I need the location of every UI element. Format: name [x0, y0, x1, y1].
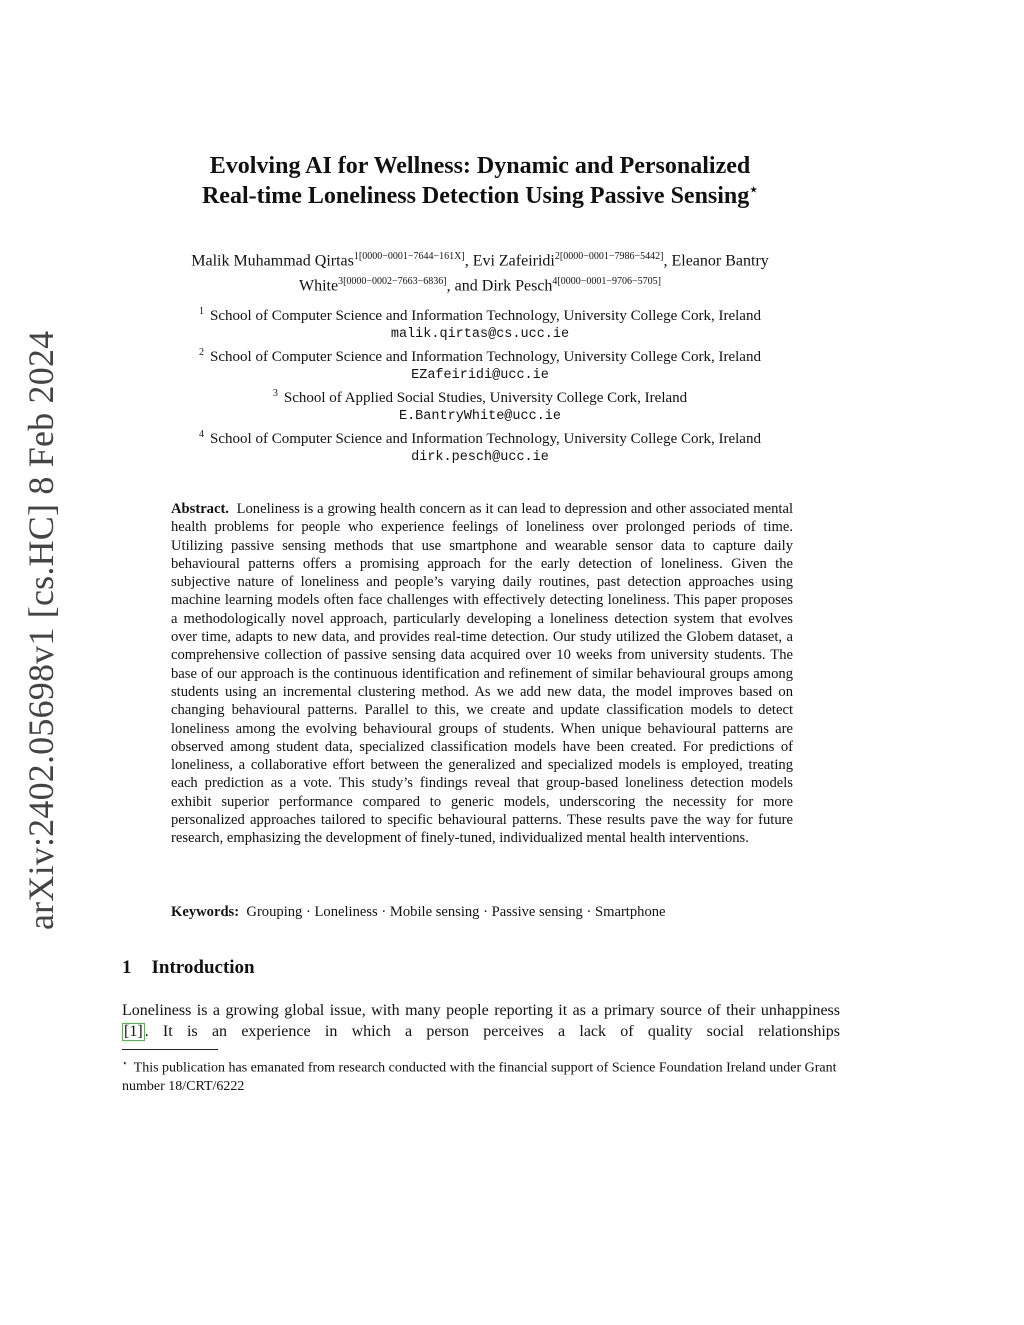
author-orcid: 2[0000−0001−7986−5442] — [554, 251, 664, 262]
footnote-mark: ⋆ — [122, 1058, 128, 1068]
section-number: 1 — [122, 957, 132, 978]
footnote-rule — [122, 1049, 218, 1050]
paper-title — [120, 151, 840, 211]
affiliation-number: 2 — [199, 347, 205, 358]
author-name: Malik Muhammad Qirtas — [191, 252, 354, 270]
author-separator: , — [464, 252, 473, 270]
title-line-2-text: Real-time Loneliness Detection Using Passive Sensing — [201, 183, 750, 209]
author-name: Eleanor Bantry White — [298, 252, 769, 295]
title-line-1: Evolving AI for Wellness: Dynamic and Personalized — [209, 153, 751, 179]
affiliation-text: School of Computer Science and Information Technology, University College Cork, Ireland — [210, 308, 761, 324]
affiliation-number: 4 — [199, 429, 205, 440]
section-heading — [122, 957, 255, 979]
keywords-text: Grouping · Loneliness · Mobile sensing · Passive sensing · Smartphone — [246, 904, 666, 920]
author-separator: , — [663, 252, 672, 270]
title-footnote-mark: ⋆ — [749, 183, 759, 198]
affiliation-email[interactable]: EZafeiridi@ucc.ie — [411, 367, 549, 383]
intro-text-start: Loneliness is a growing global issue, with many people reporting it as a primary source of their unhappiness — [122, 1002, 840, 1019]
abstract-text: Loneliness is a growing health concern as it can lead to depression and other associated mental health problems for people who experience feelings of loneliness over prolonged periods of time. Utilizing passive sensing methods that use smartphone and wearable sensor data to capture daily behavioural patterns offers a promising approach for the early detection of loneliness. Given the subjective nature of loneliness and people’s varying daily routines, past detection approaches using machine learning models often face challenges with effectively detecting loneliness. This paper proposes a methodologically novel approach, particularly developing a loneliness detection system that evolves over time, adapts to new data, and provides real-time detection. Our study utilized the Globem dataset, a comprehensive collection of passive sensing data acquired over 10 weeks from university students. The base of our approach is the continuous identification and refinement of similar behavioural groups among students using an incremental clustering method. As we add new data, the model improves based on changing behavioural patterns. Parallel to this, we create and update classification models to detect loneliness among the evolving behavioural groups of students. When unique behavioural patterns are observed among student data, specialized classification models have been created. For predictions of loneliness, a collaborative effort between the generalized and specialized models is employed, treating each prediction as a vote. This study’s findings reveal that group-based loneliness detection models exhibit superior performance compared to generic models, underscoring the necessity for more personalized approaches tailored to specific behavioural patterns. These results pave the way for future research, emphasizing the development of finely-tuned, individualized mental health interventions. — [171, 501, 793, 847]
arxiv-stamp: arXiv:2402.05698v1 [cs.HC] 8 Feb 2024 — [21, 330, 61, 930]
affiliation-email[interactable]: malik.qirtas@cs.ucc.ie — [390, 326, 570, 342]
author-orcid: 1[0000−0001−7644−161X] — [353, 251, 465, 262]
footnote — [122, 1054, 840, 1096]
author-orcid: 4[0000−0001−9706−5705] — [552, 276, 662, 288]
affiliations — [150, 303, 810, 467]
section-title: Introduction — [151, 957, 255, 978]
affiliation — [150, 385, 810, 408]
footnote-text: This publication has emanated from research conducted with the financial support of Science Foundation Ireland under Grant number 18/CRT/6222 — [122, 1060, 837, 1094]
intro-paragraph — [122, 1000, 840, 1042]
affiliation — [150, 303, 810, 326]
affiliation-text: School of Computer Science and Information Technology, University College Cork, Ireland — [210, 349, 761, 365]
affiliation-email[interactable]: dirk.pesch@ucc.ie — [411, 449, 549, 465]
affiliation — [150, 344, 810, 367]
author-list — [130, 246, 830, 297]
affiliation-text: School of Applied Social Studies, University College Cork, Ireland — [283, 390, 688, 406]
affiliation-text: School of Computer Science and Information Technology, University College Cork, Ireland — [210, 431, 761, 447]
affiliation-number: 3 — [272, 388, 278, 399]
title-line-2 — [120, 181, 840, 211]
author-name: Evi Zafeiridi — [472, 252, 555, 270]
author-name: Dirk Pesch — [481, 277, 553, 295]
intro-text-end: . It is an experience in which a person perceives a lack of quality social relationships — [144, 1023, 840, 1040]
affiliation-number: 1 — [199, 306, 205, 317]
keywords-label: Keywords: — [171, 904, 240, 920]
keywords — [171, 904, 793, 921]
abstract-label: Abstract. — [171, 501, 229, 517]
affiliation — [150, 426, 810, 449]
citation-link[interactable]: [1] — [124, 1023, 143, 1040]
author-orcid: 3[0000−0002−7663−6836] — [338, 276, 447, 288]
author-separator: , and — [446, 277, 482, 295]
affiliation-email[interactable]: E.BantryWhite@ucc.ie — [398, 408, 562, 424]
abstract — [171, 500, 793, 848]
